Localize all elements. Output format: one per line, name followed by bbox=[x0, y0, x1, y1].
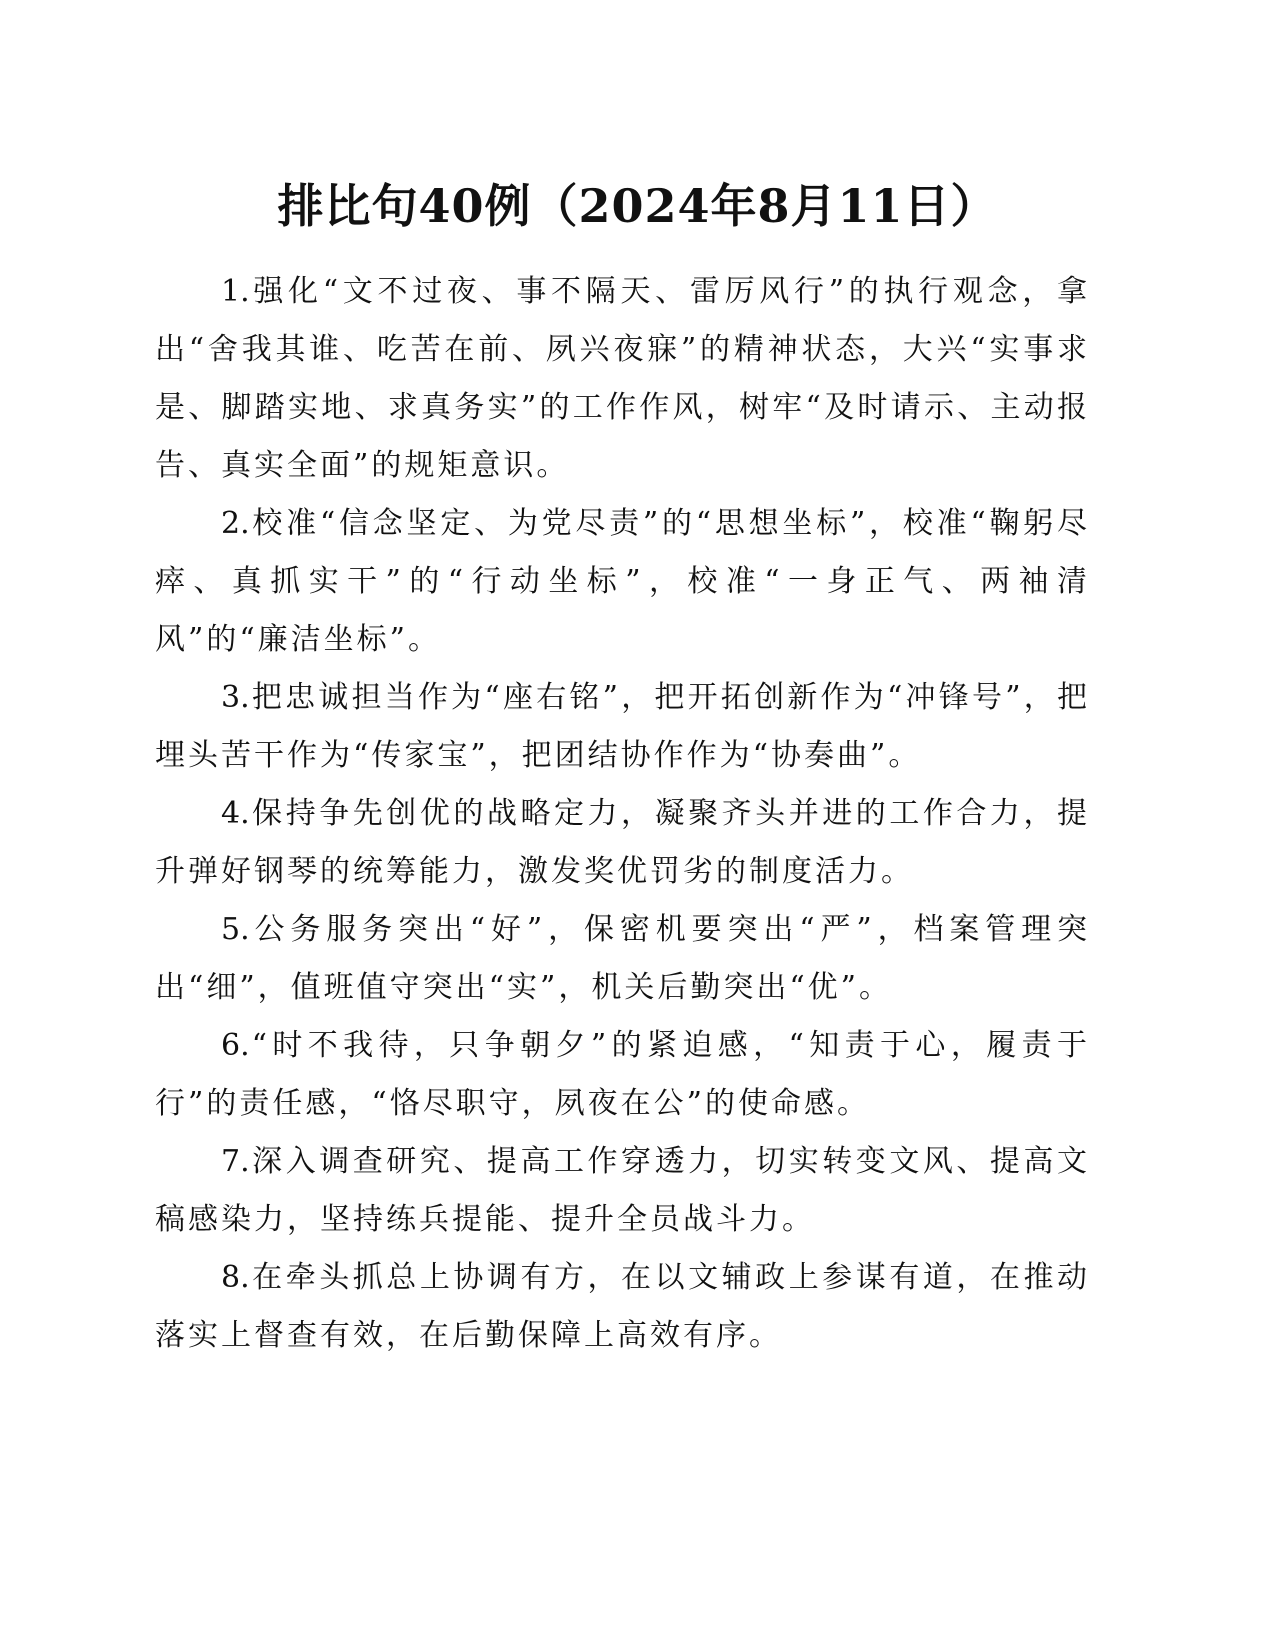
paragraph-4 bbox=[155, 785, 1090, 901]
document-body bbox=[155, 263, 1090, 1365]
paragraph-1 bbox=[155, 263, 1090, 495]
paragraph-number: 6. bbox=[221, 1028, 250, 1063]
document-title: 排比句40例（2024年8月11日） bbox=[277, 179, 998, 233]
paragraph-text: 强化“文不过夜、事不隔天、雷厉风行”的执行观念，拿出“舍我其谁、吃苦在前、夙兴夜寐”的精神状态，大兴“实事求是、脚踏实地、求真务实”的工作作风，树牢“及时请示、主动报告、真实全面”的规矩意识。 bbox=[155, 274, 1090, 483]
paragraph-number: 4. bbox=[221, 796, 250, 831]
paragraph-number: 1. bbox=[221, 274, 250, 309]
paragraph-3 bbox=[155, 669, 1090, 785]
paragraph-text: 保持争先创优的战略定力，凝聚齐头并进的工作合力，提升弹好钢琴的统筹能力，激发奖优罚劣的制度活力。 bbox=[155, 796, 1090, 889]
paragraph-6 bbox=[155, 1017, 1090, 1133]
paragraph-number: 8. bbox=[221, 1260, 250, 1295]
paragraph-number: 2. bbox=[221, 506, 250, 541]
paragraph-text: “时不我待，只争朝夕”的紧迫感，“知责于心，履责于行”的责任感，“恪尽职守，夙夜在公”的使命感。 bbox=[155, 1028, 1090, 1121]
paragraph-number: 3. bbox=[221, 680, 250, 715]
paragraph-text: 校准“信念坚定、为党尽责”的“思想坐标”，校准“鞠躬尽瘁、真抓实干”的“行动坐标”，校准“一身正气、两袖清风”的“廉洁坐标”。 bbox=[155, 506, 1090, 657]
paragraph-7 bbox=[155, 1133, 1090, 1249]
paragraph-text: 公务服务突出“好”，保密机要突出“严”，档案管理突出“细”，值班值守突出“实”，机关后勤突出“优”。 bbox=[155, 912, 1090, 1005]
paragraph-number: 5. bbox=[221, 912, 250, 947]
paragraph-number: 7. bbox=[221, 1144, 250, 1179]
paragraph-text: 把忠诚担当作为“座右铭”，把开拓创新作为“冲锋号”，把埋头苦干作为“传家宝”，把团结协作作为“协奏曲”。 bbox=[155, 680, 1090, 773]
paragraph-text: 深入调查研究、提高工作穿透力，切实转变文风、提高文稿感染力，坚持练兵提能、提升全员战斗力。 bbox=[155, 1144, 1090, 1237]
paragraph-5 bbox=[155, 901, 1090, 1017]
paragraph-2 bbox=[155, 495, 1090, 669]
paragraph-8 bbox=[155, 1249, 1090, 1365]
paragraph-text: 在牵头抓总上协调有方，在以文辅政上参谋有道，在推动落实上督查有效，在后勤保障上高效有序。 bbox=[155, 1260, 1090, 1353]
